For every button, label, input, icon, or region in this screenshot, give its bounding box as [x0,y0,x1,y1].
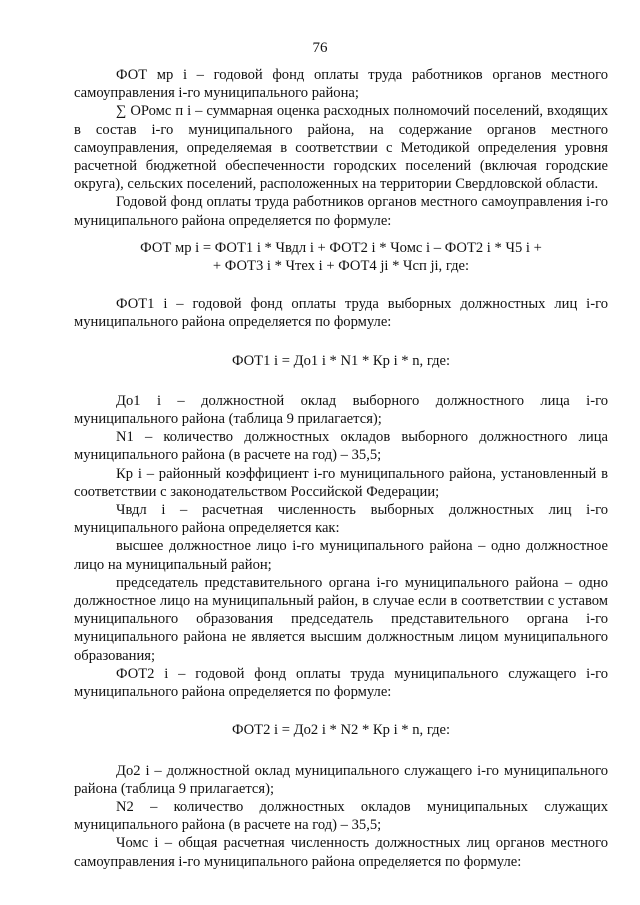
page-number: 76 [312,40,328,56]
paragraph: высшее должностное лицо i-го муниципального района – одно должностное лицо на муниципальный район; [74,538,608,573]
paragraph: N2 – количество должностных окладов муниципальных служащих муниципального района (в расчете на год) – 35,5; [74,798,608,834]
formula-fot-mr-line-2: + ФОТ3 i * Чтех i + ФОТ4 ji * Чсп ji, где: [212,258,470,275]
paragraph: Чвдл i – расчетная численность выборных должностных лиц i-го муниципального района определяется как: [74,502,608,537]
paragraph: Кр i – районный коэффициент i-го муниципального района, установленный в соответствии с законодательством Российской Федерации; [74,465,608,500]
paragraph: Годовой фонд оплаты труда работников органов местного самоуправления i-го муниципального района определяется по формуле: [74,194,608,229]
paragraph: До2 i – должностной оклад муниципального служащего i-го муниципального района (таблица 9 прилагается); [74,762,608,797]
document-body [74,66,608,871]
paragraph: Чомс i – общая расчетная численность должностных лиц органов местного самоуправления i-го муниципального района определяется по формуле: [74,835,608,870]
paragraph: До1 i – должностной оклад выборного должностного лица i-го муниципального района (таблица 9 прилагается); [74,392,608,428]
formula-fot1: ФОТ1 i = До1 i * N1 * Кр i * n, где: [231,352,451,369]
paragraph: ФОТ1 i – годовой фонд оплаты труда выборных должностных лиц i-го муниципального района определяется по формуле: [74,296,608,331]
formula-fot-mr-line-1: ФОТ мр i = ФОТ1 i * Чвдл i + ФОТ2 i * Чомс i – ФОТ2 i * Ч5 i + [140,239,542,256]
paragraph: ФОТ2 i – годовой фонд оплаты труда муниципального служащего i-го муниципального района определяется по формуле: [74,665,608,701]
formula-fot2: ФОТ2 i = До2 i * N2 * Кр i * n, где: [231,722,451,739]
paragraph: председатель представительного органа i-го муниципального района – одно должностное лицо на муниципальный район, в случае если в соответствии с уставом муниципального образования председатель представительного органа i-го муниципального района не является высшим должностным лицом муниципального образования; [74,574,608,664]
paragraph: ∑ ОРомс п i – суммарная оценка расходных полномочий поселений, входящих в состав i-го муниципального района, на содержание органов местного самоуправления, определяемая в соответствии с Методикой определения уровня расчетной бюджетной обеспеченности городских поселений (включая городские округа), сельских поселений, расположенных на территории Свердловской области. [74,103,608,193]
paragraph: N1 – количество должностных окладов выборного должностного лица муниципального района (в расчете на год) – 35,5; [74,429,608,464]
paragraph: ФОТ мр i – годовой фонд оплаты труда работников органов местного самоуправления i-го муниципального района; [74,67,608,102]
